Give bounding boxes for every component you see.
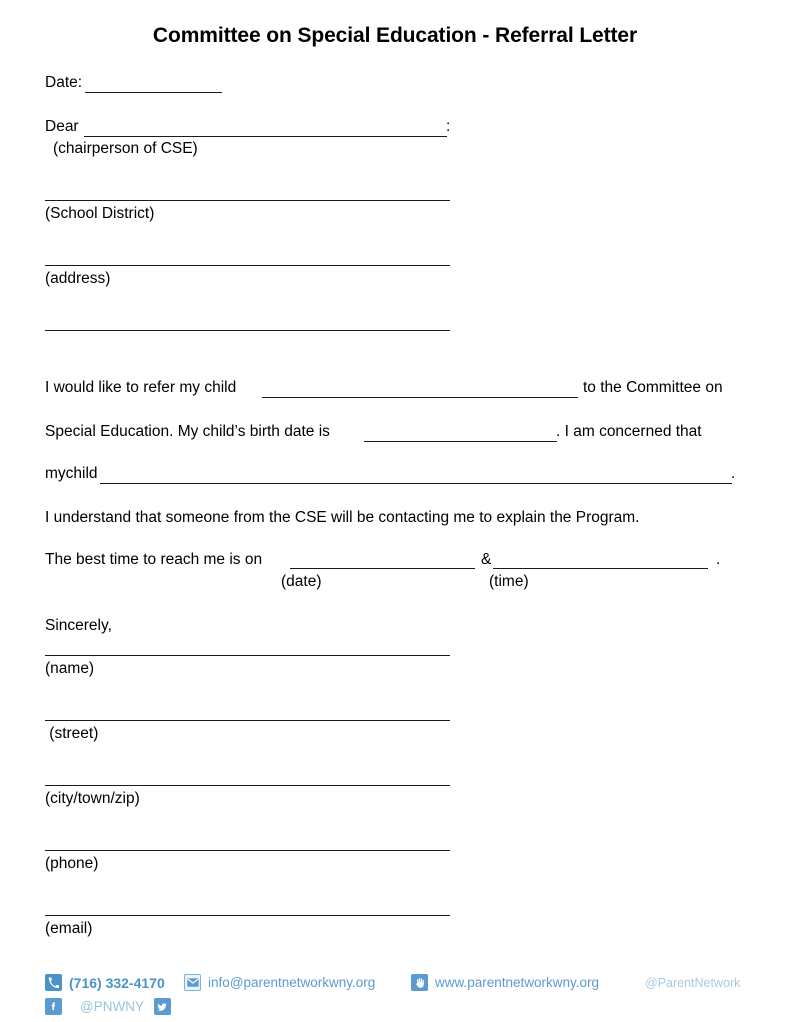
body-line-3-prefix: mychild xyxy=(45,465,98,482)
footer-phone[interactable] xyxy=(45,974,165,991)
address-blank-rule[interactable] xyxy=(45,265,450,266)
best-time-blank-rule[interactable] xyxy=(493,568,708,569)
footer-email[interactable] xyxy=(184,974,375,991)
footer-website[interactable] xyxy=(411,974,599,991)
chairperson-blank-rule[interactable] xyxy=(84,136,447,137)
best-date-blank-rule[interactable] xyxy=(290,568,475,569)
phone-blank-rule[interactable] xyxy=(45,850,450,851)
name-caption: (name) xyxy=(45,660,95,677)
email-blank-rule[interactable] xyxy=(45,915,450,916)
body-line-5-suffix: . xyxy=(716,551,721,568)
footer-email-text: info@parentnetworkwny.org xyxy=(208,975,376,990)
body-line-4: I understand that someone from the CSE will be contacting me to explain the Program. xyxy=(45,509,640,526)
address-caption: (address) xyxy=(45,270,111,287)
footer xyxy=(0,966,790,1022)
email-caption: (email) xyxy=(45,920,93,937)
birth-date-blank-rule[interactable] xyxy=(364,441,557,442)
body-line-5-ampersand: & xyxy=(481,551,492,568)
phone-icon xyxy=(45,974,62,991)
chairperson-caption: (chairperson of CSE) xyxy=(53,140,198,157)
address-line-2-blank-rule[interactable] xyxy=(45,330,450,331)
time-caption: (time) xyxy=(489,573,529,590)
child-name-blank-rule[interactable] xyxy=(262,397,578,398)
footer-handle-network[interactable] xyxy=(645,976,740,990)
street-caption: (street) xyxy=(45,725,99,742)
date-blank-rule[interactable] xyxy=(85,92,222,93)
footer-website-text: www.parentnetworkwny.org xyxy=(435,975,600,990)
school-district-blank-rule[interactable] xyxy=(45,200,450,201)
body-line-5-prefix: The best time to reach me is on xyxy=(45,551,263,568)
dear-colon: : xyxy=(446,118,451,135)
street-blank-rule[interactable] xyxy=(45,720,450,721)
date-caption: (date) xyxy=(281,573,322,590)
city-caption: (city/town/zip) xyxy=(45,790,140,807)
page-title: Committee on Special Education - Referral Letter xyxy=(152,24,638,47)
twitter-icon xyxy=(154,998,171,1015)
phone-caption: (phone) xyxy=(45,855,99,872)
hand-icon xyxy=(411,974,428,991)
school-district-caption: (School District) xyxy=(45,205,155,222)
name-blank-rule[interactable] xyxy=(45,655,450,656)
facebook-icon xyxy=(45,998,62,1015)
city-blank-rule[interactable] xyxy=(45,785,450,786)
sincerely-label: Sincerely, xyxy=(45,617,112,634)
concern-blank-rule[interactable] xyxy=(100,483,732,484)
body-line-2-suffix: . I am concerned that xyxy=(556,423,702,440)
body-line-2-prefix: Special Education. My child’s birth date is xyxy=(45,423,330,440)
footer-handle-pnwny-text: @PNWNY xyxy=(80,999,144,1014)
footer-facebook[interactable] xyxy=(45,998,171,1015)
email-icon xyxy=(184,974,201,991)
body-line-1-suffix: to the Committee on xyxy=(583,379,723,396)
footer-handle-network-text: @ParentNetwork xyxy=(645,976,741,990)
date-label: Date: xyxy=(45,74,83,91)
dear-label: Dear xyxy=(45,118,79,135)
body-line-1-prefix: I would like to refer my child xyxy=(45,379,237,396)
body-line-3-suffix: . xyxy=(731,465,736,482)
footer-phone-text: (716) 332-4170 xyxy=(69,974,165,991)
